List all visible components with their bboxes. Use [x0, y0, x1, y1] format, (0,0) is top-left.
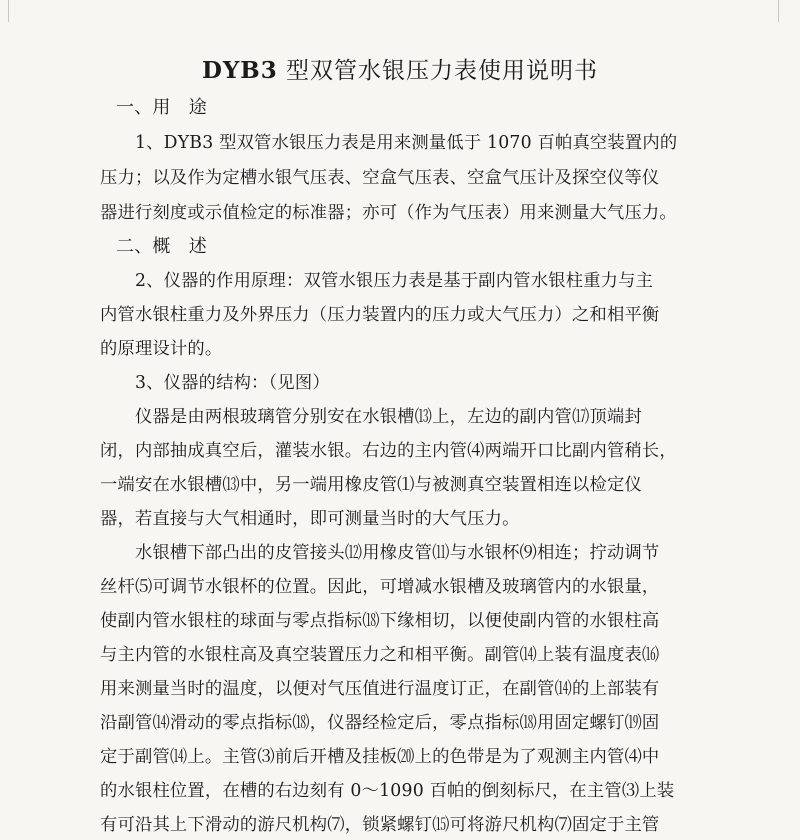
text-line: 内管水银柱重力及外界压力（压力装置内的压力或大气压力）之和相平衡 — [100, 305, 660, 325]
text-line: 使副内管水银柱的球面与零点指标⒅下缘相切，以便使副内管的水银柱高 — [100, 611, 660, 631]
text-line: 的水银柱位置，在槽的右边刻有 0～1090 百帕的倒刻标尺，在主管⑶上装 — [100, 781, 675, 801]
text-line: 一端安在水银槽⒀中，另一端用橡皮管⑴与被测真空装置相连以检定仪 — [100, 475, 642, 495]
section-heading: 二、概 述 — [116, 236, 207, 257]
text-line: 压力；以及作为定槽水银气压表、空盒气压表、空盒气压计及探空仪等仪 — [100, 168, 660, 188]
text-line: 1、DYB3 型双管水银压力表是用来测量低于 1070 百帕真空装置内的 — [100, 133, 678, 153]
text-line: 与主内管的水银柱高及真空装置压力之和相平衡。副管⒁上装有温度表⒃ — [100, 645, 660, 665]
title-text: 型双管水银压力表使用说明书 — [277, 58, 599, 84]
text-line: 定于副管⒁上。主管⑶前后开槽及挂板⒇上的色带是为了观测主内管⑷中 — [100, 747, 660, 767]
page-edge-mark — [778, 0, 779, 22]
text-line: 丝杆⑸可调节水银杯的位置。因此，可增减水银槽及玻璃管内的水银量， — [100, 577, 660, 597]
text-line: 2、仪器的作用原理：双管水银压力表是基于副内管水银柱重力与主 — [100, 271, 654, 291]
text-line: 沿副管⒁滑动的零点指标⒅，仪器经检定后，零点指标⒅用固定螺钉⒆固 — [100, 713, 660, 733]
text-line: 水银槽下部凸出的皮管接头⑿用橡皮管⑾与水银杯⑼相连；拧动调节 — [100, 543, 660, 563]
text-line: 的原理设计的。 — [100, 339, 223, 359]
section-heading: 一、用 途 — [116, 97, 207, 118]
page-edge-mark — [8, 0, 9, 22]
title-model-code: DYB3 — [201, 57, 278, 84]
document-title — [0, 52, 800, 85]
text-line: 闭，内部抽成真空后，灌装水银。右边的主内管⑷两端开口比副内管稍长， — [100, 441, 677, 461]
text-line: 用来测量当时的温度，以便对气压值进行温度订正，在副管⒁的上部装有 — [100, 679, 660, 699]
text-line: 有可沿其上下滑动的游尺机构⑺，锁紧螺钉⒂可将游尺机构⑺固定于主管 — [100, 815, 660, 835]
text-line: 3、仪器的结构：（见图） — [100, 373, 330, 393]
text-line: 仪器是由两根玻璃管分别安在水银槽⒀上，左边的副内管⒄顶端封 — [100, 407, 642, 427]
text-line: 器，若直接与大气相通时，即可测量当时的大气压力。 — [100, 509, 520, 529]
text-line: 器进行刻度或示值检定的标准器；亦可（作为气压表）用来测量大气压力。 — [100, 203, 677, 223]
